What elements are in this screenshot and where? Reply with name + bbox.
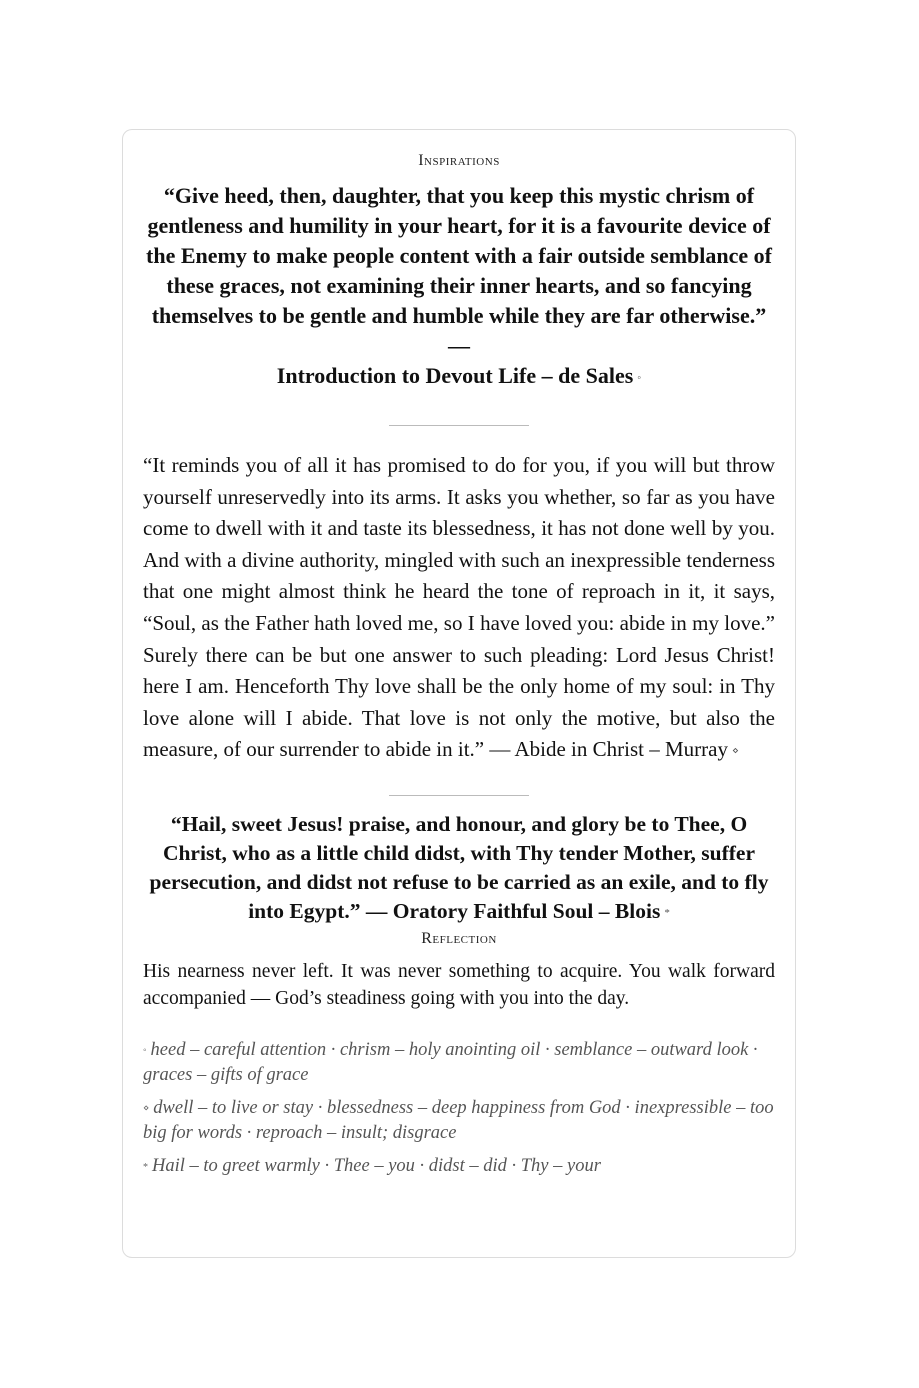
- quote-de-sales-text: “Give heed, then, daughter, that you keep this mystic chrism of gentleness and humility in your heart, for it is a favourite device of the Enemy to make people content with a fair outside semblance of these graces, not examining their inner hearts, and so fancying themselves to be gentle and humble while they are far otherwise.” —: [146, 183, 772, 358]
- footnote-marker-circle: ◦: [637, 371, 642, 384]
- quote-murray-text: “It reminds you of all it has promised to do for you, if you will but throw yourself unreservedly into its arms. It asks you whether, so far as you have come to dwell with it and taste its blessedness, it has not done well by you. And with a divine authority, mingled with such an inexpressible tenderness that one might almost think he heard the tone of reproach in it, it says, “Soul, as the Father hath loved me, so I have loved you: abide in my love.” Surely there can be but one answer to such pleading: Lord Jesus Christ! here I am. Henceforth Thy love shall be the only home of my soul: in Thy love alone will I abide. That love is not only the motive, but also the measure, of our surrender to abide in it.” —: [143, 452, 775, 762]
- inspirations-card: [122, 129, 796, 1258]
- glossary-marker-asterisk: *: [143, 1161, 148, 1173]
- divider: [389, 425, 529, 426]
- footnote-marker-asterisk: *: [664, 906, 670, 919]
- section-heading-reflection: Reflection: [421, 929, 497, 947]
- quote-murray-source: Abide in Christ – Murray: [514, 737, 728, 762]
- glossary-entry-3: [143, 1154, 775, 1179]
- quote-de-sales-source: Introduction to Devout Life – de Sales: [276, 363, 634, 388]
- quote-de-sales: [143, 181, 775, 393]
- glossary-entry-1: [143, 1038, 775, 1088]
- glossary-marker-diamond: ⋄: [143, 1103, 150, 1115]
- glossary-marker-circle: ◦: [143, 1045, 147, 1057]
- card-content: [143, 130, 775, 1180]
- glossary-text-1: heed – careful attention · chrism – holy anointing oil · semblance – outward look · graces – gifts of grace: [143, 1039, 758, 1086]
- footnote-marker-diamond: ⋄: [731, 744, 739, 757]
- glossary-text-3: Hail – to greet warmly · Thee – you · didst – did · Thy – your: [152, 1156, 601, 1177]
- quote-blois-text: “Hail, sweet Jesus! praise, and honour, and glory be to Thee, O Christ, who as a little child didst, with Thy tender Mother, suffer persecution, and didst not refuse to be carried as an exile, and to fly into Egypt.” — Oratory Faithful Soul – Blois: [149, 812, 769, 924]
- quote-murray: [143, 450, 775, 767]
- glossary-entry-2: [143, 1096, 775, 1146]
- reflection-text: His nearness never left. It was never something to acquire. You walk forward accompanied — God’s steadiness going with you into the day.: [143, 960, 775, 1009]
- quote-blois: [143, 810, 775, 928]
- section-heading-inspirations: Inspirations: [418, 152, 500, 169]
- divider: [389, 795, 529, 796]
- glossary: [143, 1038, 775, 1180]
- glossary-text-2: dwell – to live or stay · blessedness – deep happiness from God · inexpressible – too big for words · reproach – insult; disgrace: [143, 1098, 774, 1144]
